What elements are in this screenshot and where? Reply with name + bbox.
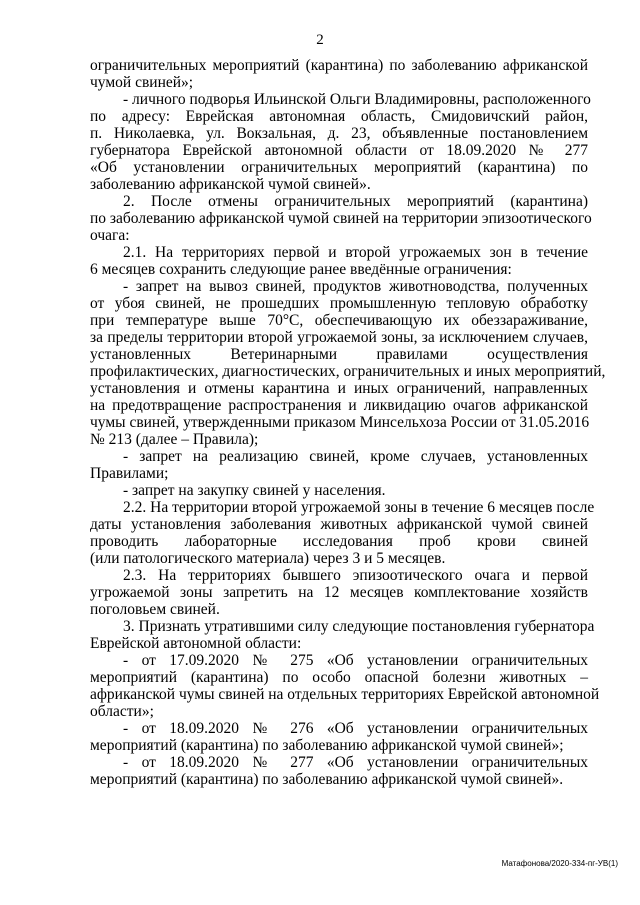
text-line: Еврейской автономной области: bbox=[90, 635, 302, 652]
text-line: п. Николаевка, ул. Вокзальная, д. 23, объявленные постановлением bbox=[90, 125, 588, 142]
text-line: губернатора Еврейской автономной области от 18.09.2020 № 277 bbox=[90, 142, 588, 159]
text-line: «Об установлении ограничительных мероприятий (карантина) по bbox=[90, 159, 588, 176]
text-line: - личного подворья Ильинской Ольги Владимировны, расположенного bbox=[123, 91, 591, 108]
text-line: Правилами; bbox=[90, 465, 169, 482]
text-line: 2.2. На территории второй угрожаемой зоны в течение 6 месяцев после bbox=[123, 499, 595, 516]
text-line: даты установления заболевания животных африканской чумой свиней bbox=[90, 516, 588, 533]
text-line: очага: bbox=[90, 227, 130, 244]
text-line: проводить лабораторные исследования проб крови свиней bbox=[90, 533, 588, 550]
text-line: мероприятий (карантина) по заболеванию африканской чумой свиней». bbox=[90, 771, 564, 788]
text-line: установления и отмены карантина и иных ограничений, направленных bbox=[90, 380, 588, 397]
text-line: по заболеванию африканской чумой свиней на территории эпизоотического bbox=[90, 210, 592, 227]
text-line: за пределы территории второй угрожаемой зоны, за исключением случаев, bbox=[90, 329, 588, 346]
text-line: 2.1. На территориях первой и второй угрожаемых зон в течение bbox=[123, 244, 588, 261]
text-line: при температуре выше 70°С, обеспечивающую их обеззараживание, bbox=[90, 312, 588, 329]
text-line: - запрет на вывоз свиней, продуктов животноводства, полученных bbox=[123, 278, 588, 295]
text-line: - от 18.09.2020 № 276 «Об установлении ограничительных bbox=[123, 720, 588, 737]
text-line: 2.3. На территориях бывшего эпизоотического очага и первой bbox=[123, 567, 588, 584]
text-line: мероприятий (карантина) по особо опасной болезни животных – bbox=[90, 669, 588, 686]
text-line: (или патологического материала) через 3 и 5 месяцев. bbox=[90, 550, 446, 567]
text-line: чумы свиней, утвержденными приказом Минсельхоза России от 31.05.2016 bbox=[90, 414, 590, 431]
text-line: - запрет на реализацию свиней, кроме случаев, установленных bbox=[123, 448, 588, 465]
text-line: № 213 (далее – Правила); bbox=[90, 431, 259, 448]
text-line: ограничительных мероприятий (карантина) по заболеванию африканской bbox=[90, 57, 588, 74]
text-line: 6 месяцев сохранить следующие ранее введённые ограничения: bbox=[90, 261, 512, 278]
text-line: 3. Признать утратившими силу следующие постановления губернатора bbox=[123, 618, 595, 635]
text-line: профилактических, диагностических, ограничительных и иных мероприятий, bbox=[90, 363, 606, 380]
text-line: установленных Ветеринарными правилами осуществления bbox=[90, 346, 588, 363]
page-number: 2 bbox=[316, 32, 324, 48]
text-line: поголовьем свиней. bbox=[90, 601, 220, 618]
text-line: 2. После отмены ограничительных мероприятий (карантина) bbox=[123, 193, 588, 210]
text-line: на предотвращение распространения и ликвидацию очагов африканской bbox=[90, 397, 588, 414]
text-line: - от 17.09.2020 № 275 «Об установлении ограничительных bbox=[123, 652, 588, 669]
text-line: - запрет на закупку свиней у населения. bbox=[123, 482, 386, 499]
text-line: африканской чумы свиней на отдельных территориях Еврейской автономной bbox=[90, 686, 600, 703]
text-line: области»; bbox=[90, 703, 154, 720]
text-line: угрожаемой зоны запретить на 12 месяцев комплектование хозяйств bbox=[90, 584, 588, 601]
text-line: мероприятий (карантина) по заболеванию африканской чумой свиней»; bbox=[90, 737, 564, 754]
text-line: - от 18.09.2020 № 277 «Об установлении ограничительных bbox=[123, 754, 588, 771]
text-line: заболеванию африканской чумой свиней». bbox=[90, 176, 371, 193]
document-footer: Матафонова/2020-334-пг-УВ(1) bbox=[501, 859, 618, 868]
text-line: от убоя свиней, не прошедших промышленную тепловую обработку bbox=[90, 295, 588, 312]
text-line: по адресу: Еврейская автономная область, Смидовичский район, bbox=[90, 108, 588, 125]
text-line: чумой свиней»; bbox=[90, 74, 194, 91]
document-body bbox=[90, 57, 606, 788]
